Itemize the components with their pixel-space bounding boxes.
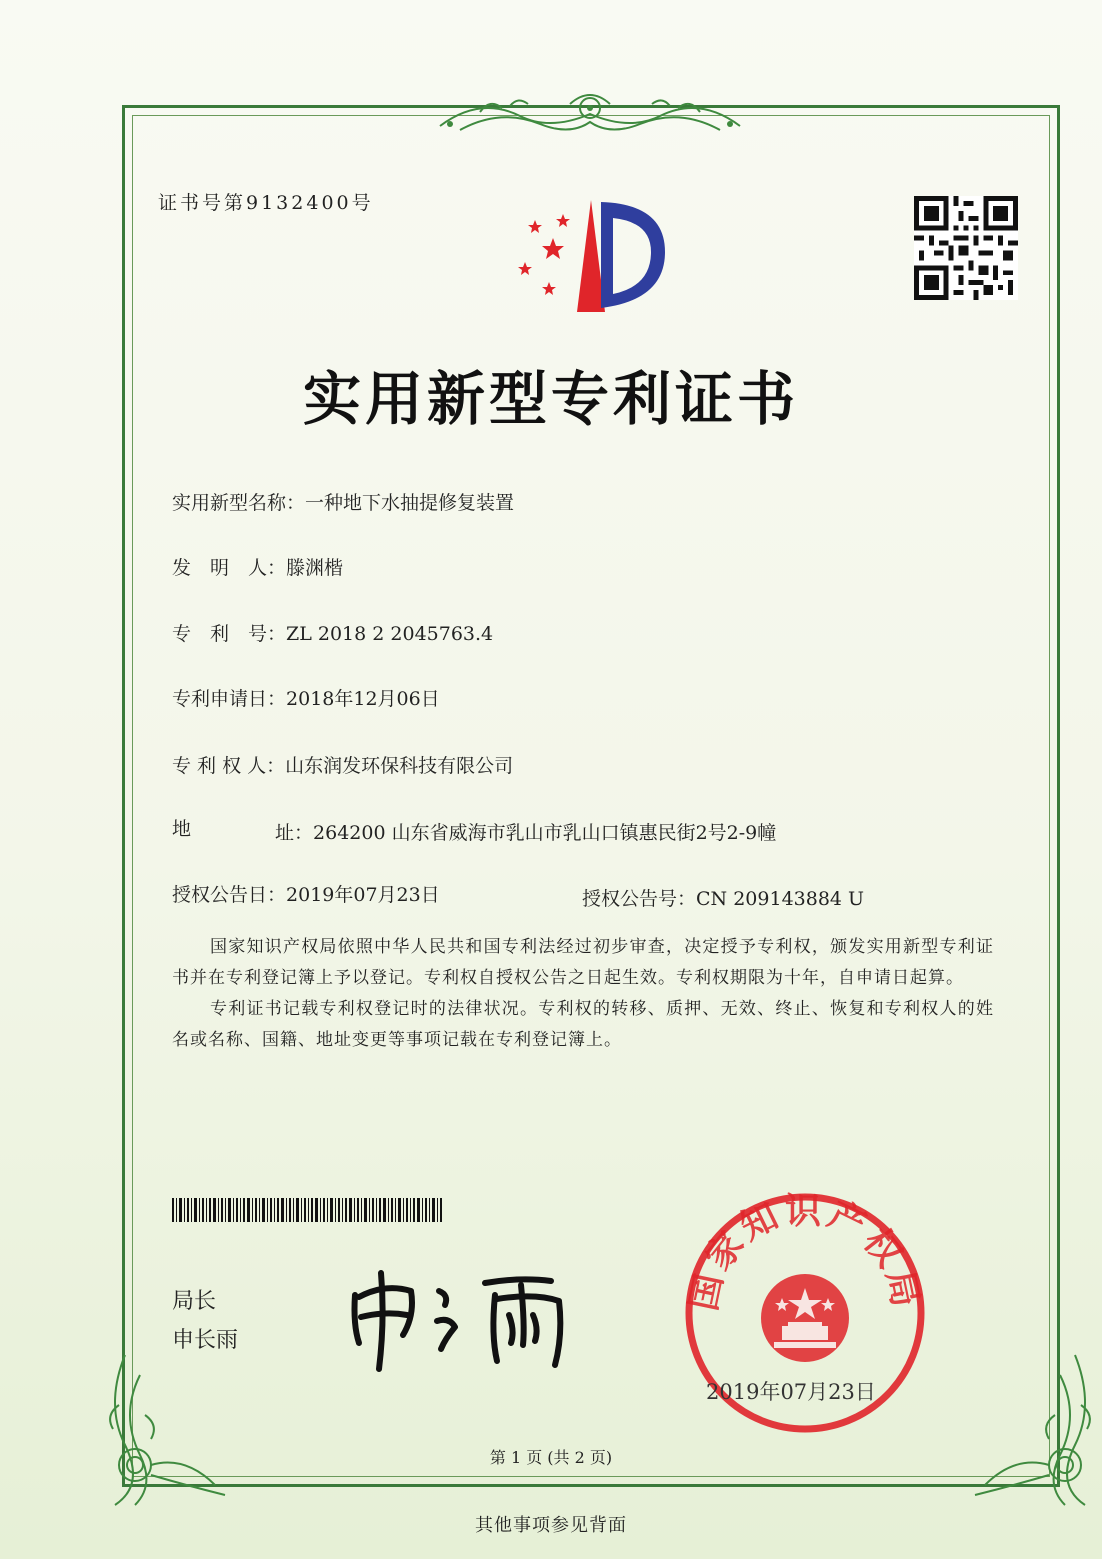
field-label: 专利申请日： <box>172 688 287 710</box>
certificate-body <box>172 932 994 1056</box>
director-title: 局长 <box>172 1289 217 1314</box>
director-signature <box>345 1265 585 1375</box>
certificate-title: 实用新型专利证书 <box>302 365 799 433</box>
seal-date: 2019年07月23日 <box>706 1380 876 1404</box>
certificate-number: 证书号第9132400号 <box>158 192 374 214</box>
field-label: 专 利 号： <box>172 623 287 645</box>
barcode <box>172 1198 444 1222</box>
patent-office-logo <box>505 190 675 320</box>
field-grant-date <box>172 880 440 907</box>
field-value: 2019年07月23日 <box>286 884 440 906</box>
field-grant-number <box>582 884 864 911</box>
field-value: CN 209143884 U <box>696 888 865 910</box>
field-patentee <box>172 751 513 778</box>
top-ornament <box>420 86 760 142</box>
field-address <box>275 818 776 845</box>
field-value: ZL 2018 2 2045763.4 <box>286 623 494 645</box>
page-number: 第 1 页 (共 2 页) <box>489 1448 613 1467</box>
back-note: 其他事项参见背面 <box>475 1515 627 1536</box>
field-label: 授权公告号： <box>582 888 697 910</box>
field-label: 发 明 人： <box>172 557 287 579</box>
field-label: 址： <box>275 822 314 844</box>
field-inventor <box>172 553 343 580</box>
field-value: 264200 山东省威海市乳山市乳山口镇惠民街2号2-9幢 <box>313 822 777 844</box>
field-label: 实用新型名称： <box>172 492 306 514</box>
body-paragraph-1: 国家知识产权局依照中华人民共和国专利法经过初步审查，决定授予专利权，颁发实用新型专利证书并在专利登记簿上予以登记。专利权自授权公告之日起生效。专利权期限为十年，自申请日起算。 <box>172 937 994 988</box>
field-value: 2018年12月06日 <box>286 688 440 710</box>
bottom-right-ornament <box>965 1345 1102 1515</box>
field-utility-model-name <box>172 488 514 515</box>
field-filing-date <box>172 684 440 711</box>
director-name: 申长雨 <box>172 1328 239 1353</box>
field-label: 授权公告日： <box>172 884 287 906</box>
field-value: 一种地下水抽提修复装置 <box>305 492 515 514</box>
qr-code <box>914 196 1018 300</box>
field-value: 滕渊楷 <box>286 557 344 579</box>
body-paragraph-2: 专利证书记载专利权登记时的法律状况。专利权的转移、质押、无效、终止、恢复和专利权人的姓名或名称、国籍、地址变更等事项记载在专利登记簿上。 <box>172 999 994 1050</box>
field-patent-number <box>172 619 493 646</box>
seal-text: 国家知识产权局 <box>683 1190 927 1315</box>
field-value: 山东润发环保科技有限公司 <box>285 755 514 777</box>
field-label: 专 利 权 人： <box>172 755 286 777</box>
bottom-left-ornament <box>95 1345 235 1515</box>
field-address-label-1: 地 <box>172 818 192 840</box>
